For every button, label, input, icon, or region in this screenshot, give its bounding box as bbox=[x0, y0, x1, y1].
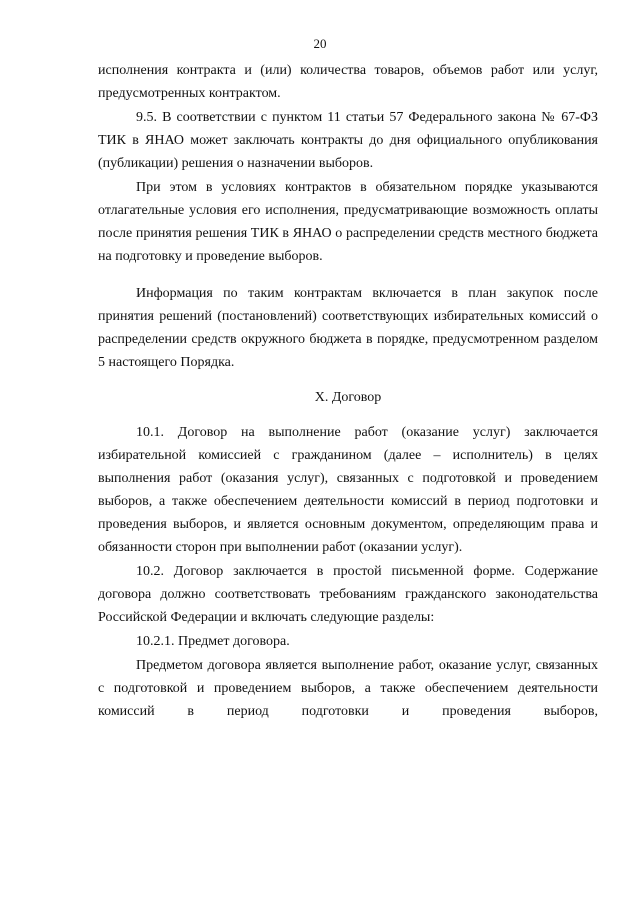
paragraph-subject-of-contract: Предметом договора является выполнение работ, оказание услуг, связанных с подготовкой и проведением выборов, а также обеспечением деятельности комиссий в период подготовки и проведения выборов, bbox=[98, 658, 598, 719]
paragraph-procurement-plan: Информация по таким контрактам включается в план закупок после принятия решений (постановлений) соответствующих избирательных комиссий о распределении средств окружного бюджета в порядке, предусмотренном разделом 5 настоящего Порядка. bbox=[98, 286, 598, 370]
paragraph-9-5: 9.5. В соответствии с пунктом 11 статьи 57 Федерального закона № 67-ФЗ ТИК в ЯНАО может заключать контракты до дня официального опубликования (публикации) решения о назначении выборов. bbox=[98, 110, 598, 171]
paragraph-10-1: 10.1. Договор на выполнение работ (оказание услуг) заключается избирательной комиссией с гражданином (далее – исполнитель) в целях выполнения работ (оказания услуг), связанных с подготовкой и проведением выборов, а также обеспечением деятельности комиссий в период подготовки и проведения выборов, и является основным документом, определяющим права и обязанности сторон при выполнении работ (оказании услуг). bbox=[98, 425, 598, 555]
page-number: 20 bbox=[313, 36, 327, 51]
document-body bbox=[98, 59, 598, 723]
paragraph-continuation: исполнения контракта и (или) количества товаров, объемов работ или услуг, предусмотренных контрактом. bbox=[98, 63, 598, 101]
paragraph-10-2-1: 10.2.1. Предмет договора. bbox=[136, 634, 290, 649]
paragraph-contract-conditions: При этом в условиях контрактов в обязательном порядке указываются отлагательные условия его исполнения, предусматривающие возможность оплаты после принятия решения ТИК в ЯНАО о распределении средств местного бюджета на подготовку и проведение выборов. bbox=[98, 180, 598, 264]
paragraph-10-2: 10.2. Договор заключается в простой письменной форме. Содержание договора должно соответствовать требованиям гражданского законодательства Российской Федерации и включать следующие разделы: bbox=[98, 564, 598, 625]
section-heading: Х. Договор bbox=[314, 390, 382, 405]
